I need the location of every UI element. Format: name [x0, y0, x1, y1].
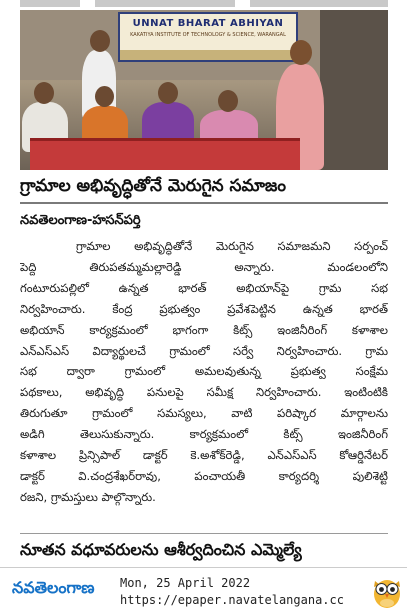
body-line: పెద్ది తిరుపతమ్మమల్లారెడ్డి అన్నారు. మండలంలోని — [20, 259, 388, 274]
headline-underline — [20, 202, 388, 204]
person-head — [158, 82, 178, 104]
photo-doorway — [320, 10, 388, 170]
person-head — [95, 86, 114, 107]
body-line: అడిగి తెలుసుకున్నారు. కార్యక్రమంలో కిట్స్ ఇంజినీరింగ్ — [20, 427, 388, 442]
body-line: అభియాన్ కార్యక్రమంలో భాగంగా కిట్స్ ఇంజినీరింగ్ కళాశాల — [20, 322, 388, 337]
body-line: నిర్వహించారు. కేంద్ర ప్రభుత్వం ప్రవేశపెట్టిన ఉన్నత భారత్ — [20, 301, 388, 316]
person-head — [218, 90, 238, 112]
body-line: గంటూరుపల్లిలో ఉన్నత భారత్ అభియాన్‌పై గ్రామ సభ — [20, 280, 388, 295]
top-strip-segment — [250, 0, 388, 7]
person-head — [290, 40, 312, 65]
person-head — [34, 82, 54, 104]
article-body — [20, 236, 388, 508]
news-photo — [20, 10, 388, 170]
body-line: కళాశాల ప్రిన్సిపాల్ డాక్టర్ కె.అశోక్‌రెడ్డి, ఎన్‌ఎస్‌ఎస్ కోఆర్డినేటర్ — [20, 448, 388, 463]
edition-date: Mon, 25 April 2022 — [120, 576, 251, 590]
body-line: పథకాలు, అభివృద్ధి పనులపై సమీక్ష నిర్వహించారు. ఇంటింటికి — [20, 385, 388, 400]
owl-icon — [370, 573, 404, 609]
article-dateline: నవతెలంగాణ-హసన్‌పర్తి — [20, 213, 141, 228]
top-strip-segment — [95, 0, 235, 7]
banner-title: UNNAT BHARAT ABHIYAN — [132, 18, 284, 29]
body-line: సభ ద్వారా గ్రామంలో అమలవుతున్న ప్రభుత్వ సంక్షేమ — [20, 364, 388, 379]
article-headline: గ్రామాల అభివృద్ధితోనే మెరుగైన సమాజం — [20, 176, 286, 196]
body-line: గ్రామాల అభివృద్ధితోనే మెరుగైన సమాజమని సర్పంచ్ — [76, 239, 388, 253]
logo-text: నవతెలంగాణ — [12, 578, 95, 597]
navatelangana-logo[interactable] — [10, 575, 114, 605]
event-banner — [118, 12, 298, 62]
next-article-headline: నూతన వధూవరులను ఆశీర్వదించిన ఎమ్మెల్యే — [20, 540, 302, 559]
top-strip — [0, 0, 407, 9]
body-line: డాక్టర్ వి.చంద్రశేఖర్‌రావు, పంచాయతీ కార్యదర్శి పులిశెట్టి — [20, 468, 388, 483]
section-divider — [20, 533, 388, 534]
banner-subtitle: KAKATIYA INSTITUTE OF TECHNOLOGY & SCIENCE, WARANGAL — [130, 32, 286, 38]
banner-strip — [120, 50, 296, 60]
top-strip-segment — [20, 0, 80, 7]
person-head — [90, 30, 110, 52]
epaper-url-link[interactable]: https://epaper.navatelangana.cc — [120, 593, 344, 607]
body-line: రజని, గ్రామస్తులు పాల్గొన్నారు. — [20, 489, 156, 504]
body-line: ఎన్‌ఎస్‌ఎస్ విద్యార్థులచే గ్రామంలో సర్వే నిర్వహించారు. గ్రామ — [20, 343, 388, 358]
photo-table — [30, 138, 300, 170]
body-line: తిరుగుతూ గ్రామంలో సమస్యలు, వాటి పరిష్కార మార్గాలను — [20, 406, 388, 421]
footer-divider — [0, 567, 407, 568]
